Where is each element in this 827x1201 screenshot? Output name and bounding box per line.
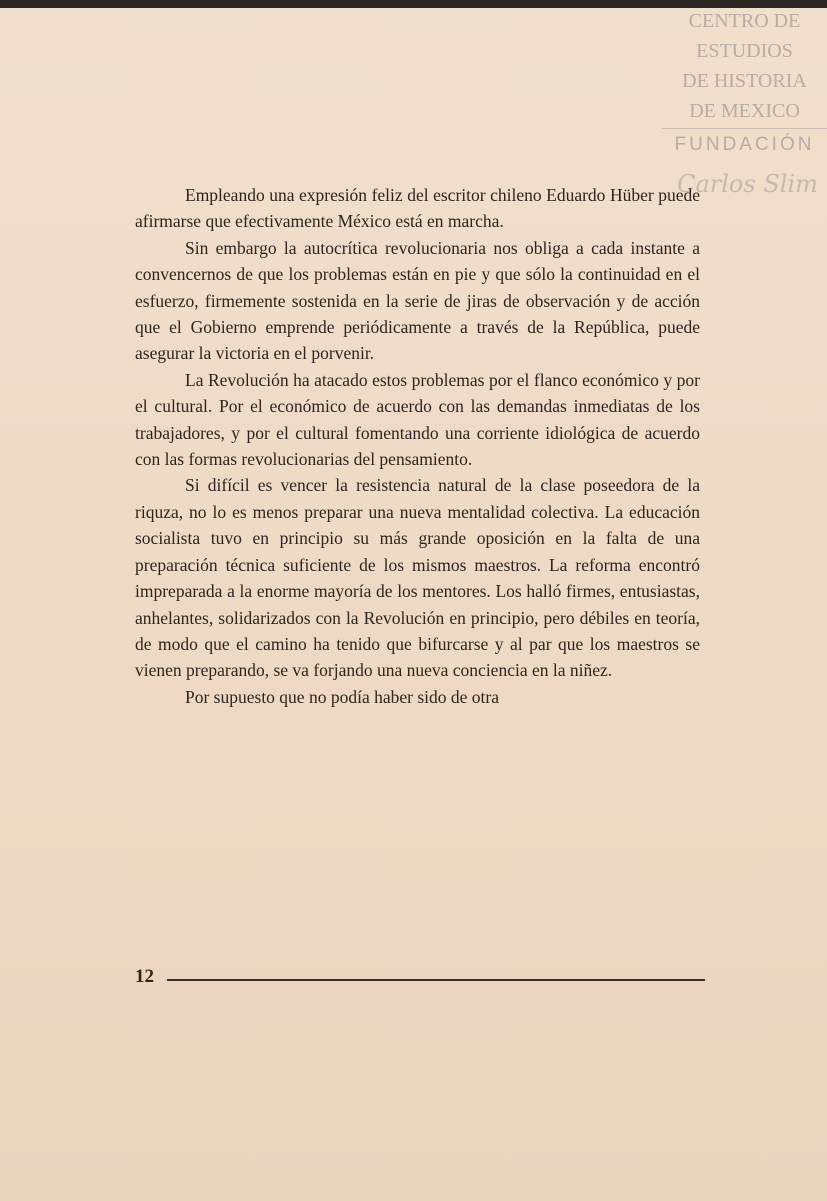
body-text: [135, 182, 700, 710]
page-footer: [135, 966, 705, 994]
watermark-fundacion: FUNDACIÓN: [674, 134, 815, 155]
watermark-signature: Carlos Slim: [677, 170, 818, 198]
watermark-line: CENTRO DE: [688, 10, 801, 32]
paragraph: Empleando una expresión feliz del escritor chileno Eduardo Hüber puede afirmarse que efectivamente México está en marcha.: [135, 185, 700, 232]
watermark-line: DE HISTORIA: [682, 70, 807, 92]
paragraph: Si difícil es vencer la resistencia natural de la clase poseedora de la riquza, no lo es menos preparar una nueva mentalidad colectiva. La educación socialista tuvo en principio su más grande oposición en la falta de una preparación técnica suficiente de los mismos maestros. La reforma encontró impreparada a la enorme mayoría de los mentores. Los halló firmes, entusiastas, anhelantes, solidarizados con la Revolución en principio, pero débiles en teoría, de modo que el camino ha tenido que bifurcarse y al par que los maestros se vienen preparando, se va forjando una nueva conciencia en la niñez.: [135, 475, 700, 681]
footer-rule: [167, 979, 705, 981]
page-number: 12: [135, 966, 154, 987]
watermark-divider: [662, 128, 827, 129]
paragraph: Por supuesto que no podía haber sido de otra: [185, 686, 499, 707]
paragraph: La Revolución ha atacado estos problemas por el flanco económico y por el cultural. Por el económico de acuerdo con las demandas inmediatas de los trabajadores, y por el cultural fomentando una corriente idiológica de acuerdo con las formas revolucionarias del pensamiento.: [135, 369, 700, 470]
paragraph: Sin embargo la autocrítica revolucionaria nos obliga a cada instante a convencernos de que los problemas están en pie y que sólo la continuidad en el esfuerzo, firmemente sostenida en la serie de jiras de observación y de acción que el Gobierno emprende periódicamente a través de la República, puede asegurar la victoria en el porvenir.: [135, 237, 700, 364]
watermark-line: DE MEXICO: [689, 100, 800, 122]
watermark-line: ESTUDIOS: [696, 40, 793, 62]
watermark-stamp: [662, 6, 827, 126]
